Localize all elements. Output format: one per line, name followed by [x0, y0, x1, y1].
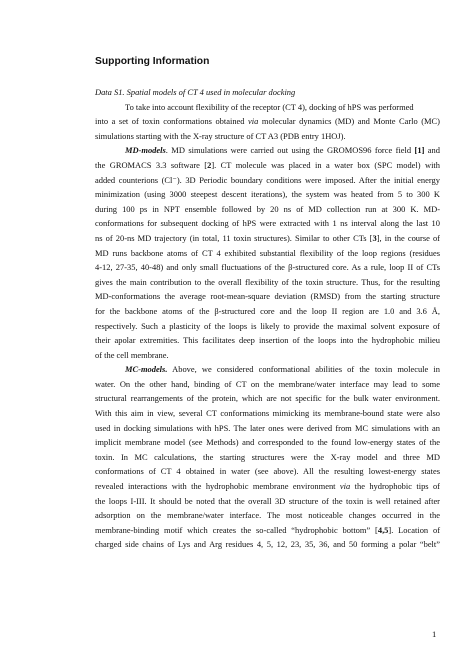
- text-line: gives the main contribution to the overall flexibility of the toxin structure. Thus, for the resulting: [95, 276, 440, 287]
- text-line: during 100 ps in NPT ensemble followed by 20 ns of MD collection run at 300 K. MD-: [95, 203, 440, 214]
- text-line: the loops I-III. It should be noted that the overall 3D structure of the toxin is well retained after: [95, 495, 440, 506]
- text-line: simulations starting with the X-ray structure of CT A3 (PDB entry 1HOJ).: [95, 130, 346, 141]
- citation-ref: 3: [372, 232, 377, 243]
- text-run: the GROMACS 3.3 software [: [95, 159, 208, 170]
- text-line: [95, 479, 440, 494]
- text-line: adsorption on the membrane/water interface. The most noticeable changes occurred in the: [95, 510, 440, 521]
- paragraph-intro: [95, 100, 440, 144]
- text-run: into a set of toxin conformations obtained: [95, 116, 249, 127]
- text-line: respectively. Such a plasticity of the loops is likely to provide the maximal solvent exposure of: [95, 320, 440, 331]
- text-run: the hydrophobic tips of: [350, 481, 440, 492]
- text-line: toxin. In MC calculations, the starting structures were the X-ray model and three MD: [95, 451, 440, 462]
- text-run: ]. CT molecule was placed in a water box (SPC model) with: [211, 159, 440, 170]
- text-line: charged side chains of Lys and Arg residues 4, 5, 12, 23, 35, 36, and 50 forming a polar “belt”: [95, 539, 440, 550]
- page-number: 1: [432, 629, 437, 639]
- text-run: ]. Location of: [388, 524, 441, 535]
- text-line: conformations of CT 4 obtained in water (see above). All the resulting lowest-energy states: [95, 466, 440, 477]
- text-run: membrane-binding motif which creates the so-called “hydrophobic bottom” [: [95, 524, 378, 535]
- citation-ref: 4,5: [377, 524, 389, 535]
- mc-models-lead: MC-models.: [125, 364, 168, 375]
- text-line: MD runs backbone atoms of CT 4 exhibited substantial flexibility of the loop regions (residues: [95, 247, 440, 258]
- text-line: of the cell membrane.: [95, 349, 169, 360]
- italic-via: via: [339, 481, 351, 492]
- heading-supporting-information: Supporting Information: [95, 56, 210, 67]
- text-line: To take into account flexibility of the receptor (CT 4), docking of hPS was performed: [125, 101, 414, 112]
- text-line: [95, 114, 440, 129]
- text-line: for the backbone atoms of the β-structured core and the loop II region are 1.0 and 3.6 Å,: [95, 305, 440, 316]
- italic-via: via: [248, 116, 259, 127]
- text-run: revealed interactions with the hydrophobic membrane environment: [95, 481, 340, 492]
- paragraph-mc-models: [95, 362, 440, 552]
- text-line: structural rearrangements of the protein, which are not specific for the bulk water environment.: [95, 393, 440, 404]
- text-line: conformations for subsequent docking of hPS were extracted with 1 ns interval along the last 10: [95, 218, 440, 229]
- text-line: used in docking simulations with hPS. The later ones were derived from MC simulations with an: [95, 422, 440, 433]
- text-run: . MD simulations were carried out using the GROMOS96 force field: [165, 145, 415, 156]
- text-line: [95, 231, 440, 246]
- text-line: With this aim in view, several CT conformations mimicking its membrane-bound state were also: [95, 408, 440, 419]
- text-run: ns of 20-ns MD trajectory (in total, 11 toxin structures). Similar to other CTs [: [95, 232, 373, 243]
- text-run: Above, we considered conformational abilities of the toxin molecule in: [167, 364, 440, 375]
- section-title: Data S1. Spatial models of CT 4 used in molecular docking: [95, 87, 296, 97]
- text-line: MD-conformations the average root-mean-square deviation (RMSD) from the starting structure: [95, 291, 440, 302]
- text-line: [95, 523, 440, 538]
- text-line: water. On the other hand, binding of CT on the membrane/water interface may lead to some: [95, 378, 440, 389]
- citation-ref: [1]: [414, 145, 425, 156]
- text-line: [95, 143, 440, 158]
- text-line: [95, 362, 440, 377]
- text-line: their apolar extremities. This facilitates deep insertion of the loops into the hydrophobic milieu: [95, 335, 440, 346]
- body-text: [95, 85, 440, 552]
- citation-ref: 2: [207, 159, 212, 170]
- text-line: [95, 158, 440, 173]
- text-line: minimization (using 3000 steepest descent iterations), the system was heated from 5 to 300 K: [95, 189, 440, 200]
- text-run: and: [424, 145, 440, 156]
- text-line: 4-12, 27-35, 40-48) and only small fluctuations of the β-structured core. As a rule, loop II of CTs: [95, 262, 440, 273]
- paragraph-md-models: [95, 143, 440, 362]
- text-run: molecular dynamics (MD) and Monte Carlo (MC): [258, 116, 440, 127]
- text-line: implicit membrane model (see Methods) and corresponded to the found low-energy states of the: [95, 437, 440, 448]
- text-run: ], in the course of: [376, 232, 440, 243]
- text-line: added counterions (Cl⁻). 3D Periodic boundary conditions were imposed. After the initial energy: [95, 174, 440, 185]
- md-models-lead: MD-models: [125, 145, 166, 156]
